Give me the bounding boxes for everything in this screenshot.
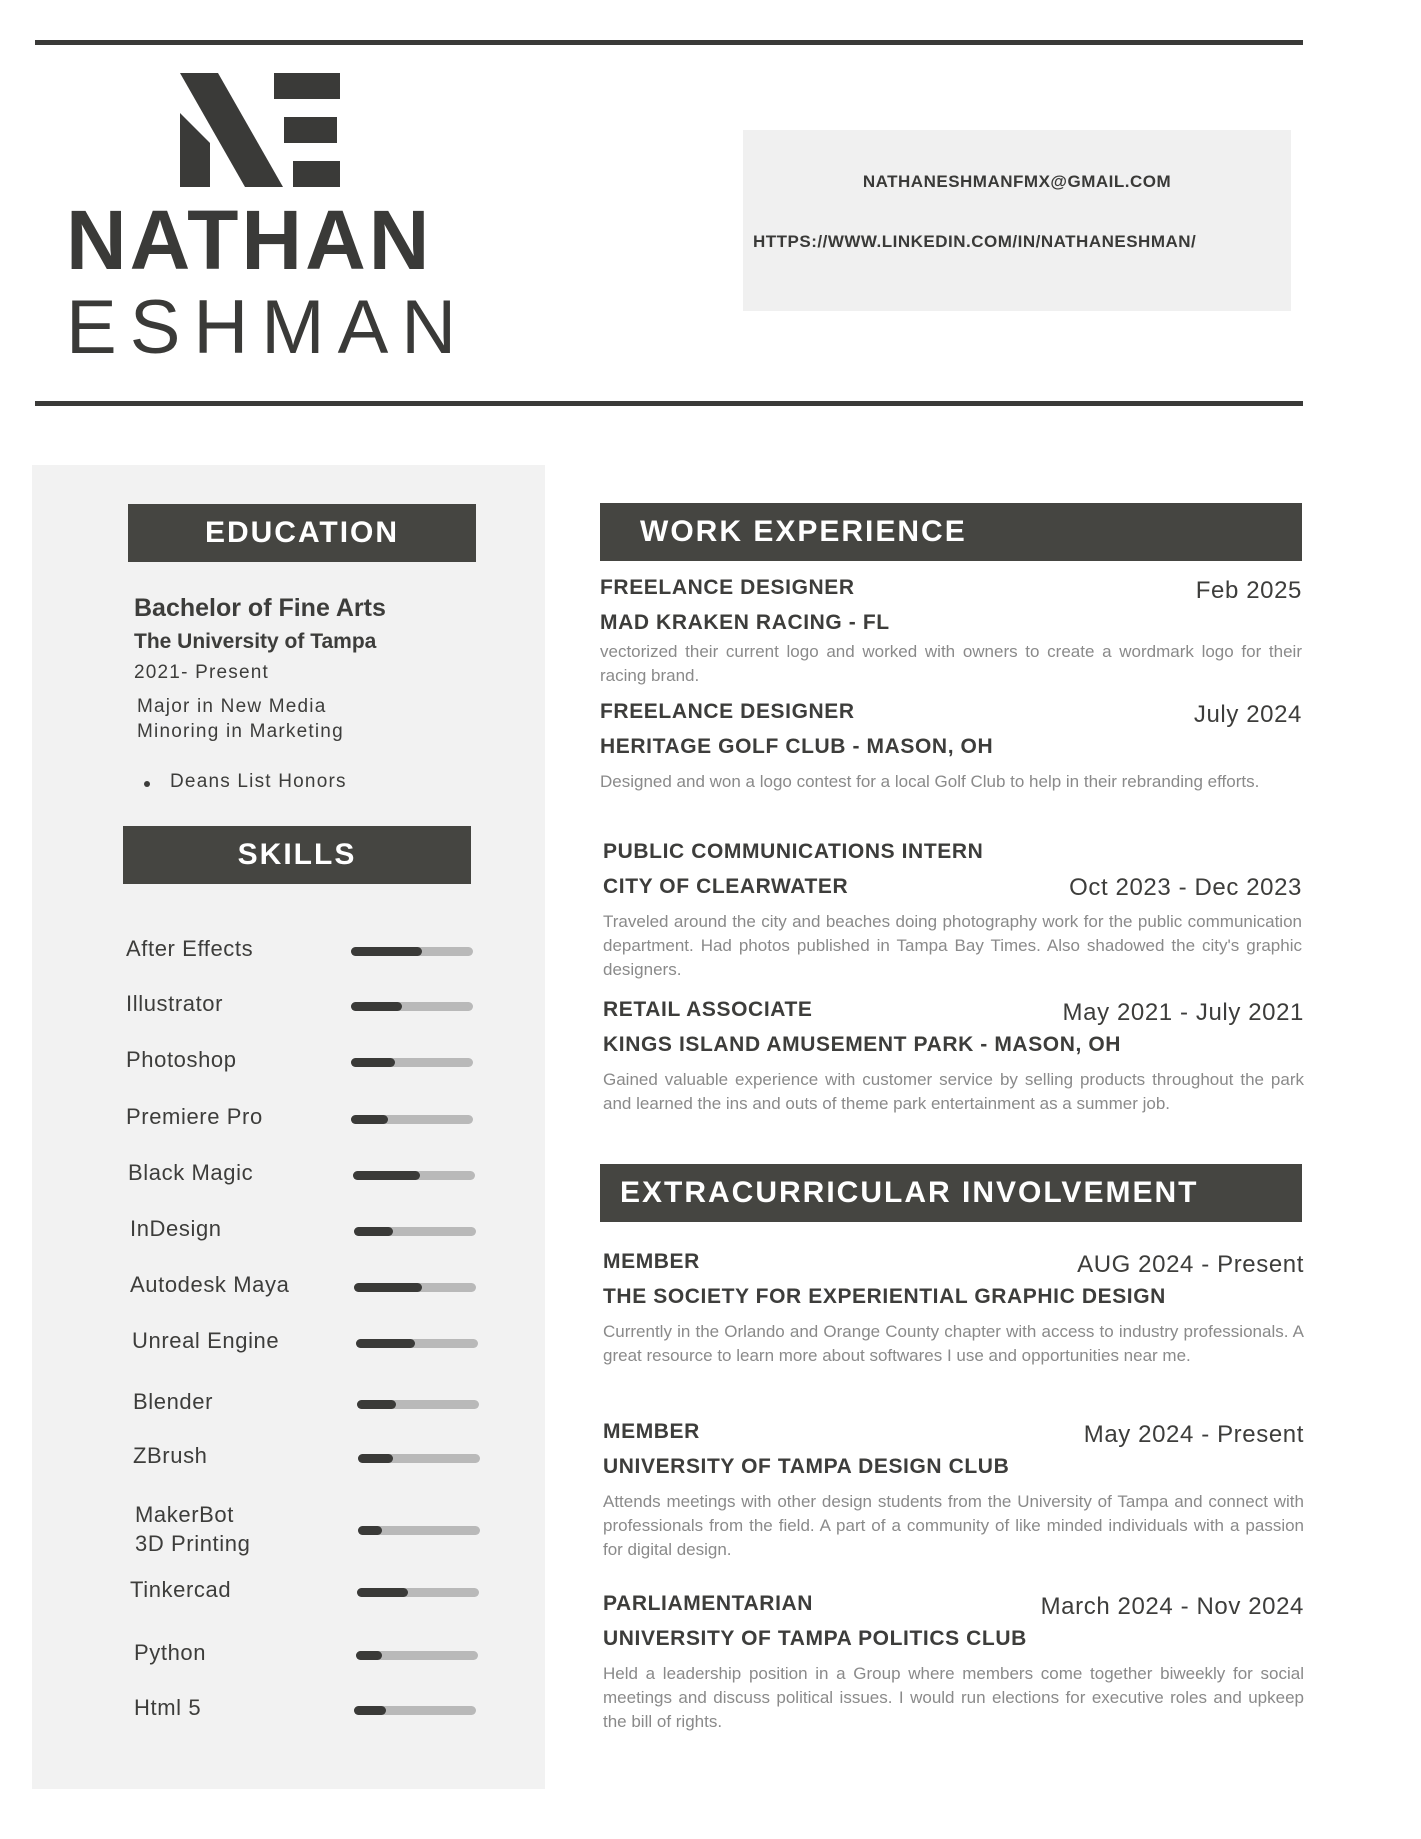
skill-level-fill bbox=[357, 1400, 396, 1409]
skill-name: Unreal Engine bbox=[132, 1328, 280, 1353]
skill-level-bar bbox=[351, 1058, 473, 1067]
entry-title: MEMBER bbox=[603, 1250, 700, 1273]
entry-title: PUBLIC COMMUNICATIONS INTERN bbox=[603, 840, 984, 863]
entry-date: AUG 2024 - Present bbox=[1077, 1251, 1304, 1278]
entry-date: May 2024 - Present bbox=[1083, 1421, 1304, 1448]
major: Major in New Media bbox=[137, 696, 327, 717]
skill-level-bar bbox=[357, 1588, 479, 1597]
entry-organization: CITY OF CLEARWATER bbox=[603, 875, 849, 898]
email-link[interactable]: NATHANESHMANFMX@GMAIL.COM bbox=[862, 172, 1172, 191]
skill-level-fill bbox=[357, 1588, 408, 1597]
honors-item: Deans List Honors bbox=[170, 771, 347, 792]
skill-level-bar bbox=[358, 1526, 480, 1535]
first-name: NATHAN bbox=[66, 193, 433, 287]
entry-description: Traveled around the city and beaches doing photography work for the public communication department. Had photos published in Tampa Bay Times. Also shadowed the city's graphic designers. bbox=[603, 912, 1302, 979]
skill-name: ZBrush bbox=[133, 1443, 208, 1468]
entry-date: Feb 2025 bbox=[1195, 577, 1302, 604]
skill-name: Html 5 bbox=[134, 1695, 202, 1720]
header-divider bbox=[35, 401, 1303, 406]
entry-date: May 2021 - July 2021 bbox=[1062, 999, 1304, 1026]
contact-box bbox=[743, 130, 1291, 311]
skill-level-fill bbox=[351, 1002, 402, 1011]
entry-description: Attends meetings with other design students from the University of Tampa and connect with professionals from the field. A part of a community of like minded individuals with a passion for digital design. bbox=[603, 1492, 1304, 1559]
entry-organization: UNIVERSITY OF TAMPA DESIGN CLUB bbox=[603, 1455, 1010, 1478]
skill-name: Blender bbox=[133, 1389, 214, 1414]
school: The University of Tampa bbox=[134, 630, 377, 653]
minor: Minoring in Marketing bbox=[137, 721, 344, 742]
entry-date: March 2024 - Nov 2024 bbox=[1040, 1593, 1304, 1620]
entry-organization: HERITAGE GOLF CLUB - MASON, OH bbox=[600, 735, 994, 758]
skill-level-bar bbox=[356, 1339, 478, 1348]
degree: Bachelor of Fine Arts bbox=[134, 594, 386, 622]
skill-level-fill bbox=[351, 947, 422, 956]
entry-organization: UNIVERSITY OF TAMPA POLITICS CLUB bbox=[603, 1627, 1027, 1650]
entry-title: FREELANCE DESIGNER bbox=[600, 700, 855, 723]
skill-level-fill bbox=[358, 1526, 382, 1535]
skill-level-fill bbox=[351, 1115, 388, 1124]
skill-name: MakerBot 3D Printing bbox=[135, 1502, 251, 1556]
skill-level-bar bbox=[357, 1400, 479, 1409]
skill-level-bar bbox=[356, 1651, 478, 1660]
linkedin-link[interactable]: HTTPS://WWW.LINKEDIN.COM/IN/NATHANESHMAN/ bbox=[753, 232, 1197, 251]
skill-level-bar bbox=[358, 1454, 480, 1463]
skill-level-bar bbox=[351, 947, 473, 956]
skill-name: Black Magic bbox=[128, 1160, 254, 1185]
skill-level-fill bbox=[354, 1227, 393, 1236]
entry-title: PARLIAMENTARIAN bbox=[603, 1592, 814, 1615]
entry-description: Gained valuable experience with customer service by selling products throughout the park and learned the ins and outs of theme park entertainment as a summer job. bbox=[603, 1070, 1304, 1113]
skill-level-bar bbox=[354, 1283, 476, 1292]
skill-name: Python bbox=[134, 1640, 207, 1665]
last-name: ESHMAN bbox=[66, 285, 470, 370]
entry-description: Held a leadership position in a Group where members come together biweekly for social meetings and discuss political issues. I would run elections for executive roles and upkeep the bill of rights. bbox=[603, 1664, 1304, 1731]
skill-level-bar bbox=[354, 1706, 476, 1715]
skill-level-fill bbox=[351, 1058, 395, 1067]
top-divider bbox=[35, 40, 1303, 45]
entry-description: Designed and won a logo contest for a local Golf Club to help in their rebranding efforts. bbox=[600, 772, 1260, 791]
entry-description: vectorized their current logo and worked with owners to create a wordmark logo for their racing brand. bbox=[600, 642, 1302, 685]
skill-level-fill bbox=[353, 1171, 420, 1180]
education-heading: EDUCATION bbox=[128, 504, 476, 562]
skill-name: InDesign bbox=[130, 1216, 222, 1241]
skill-name: Photoshop bbox=[126, 1047, 237, 1072]
skill-name: After Effects bbox=[126, 936, 254, 961]
work-heading: WORK EXPERIENCE bbox=[600, 503, 1302, 561]
entry-date: Oct 2023 - Dec 2023 bbox=[1069, 874, 1302, 901]
skill-level-bar bbox=[354, 1227, 476, 1236]
entry-date: July 2024 bbox=[1193, 701, 1302, 728]
skill-name: Premiere Pro bbox=[126, 1104, 263, 1129]
skill-level-fill bbox=[354, 1283, 422, 1292]
skill-name: Autodesk Maya bbox=[130, 1272, 290, 1297]
entry-organization: KINGS ISLAND AMUSEMENT PARK - MASON, OH bbox=[603, 1033, 1122, 1056]
skill-name: Illustrator bbox=[126, 991, 224, 1016]
entry-title: RETAIL ASSOCIATE bbox=[603, 998, 813, 1021]
skills-heading: SKILLS bbox=[123, 826, 471, 884]
skill-level-bar bbox=[353, 1171, 475, 1180]
education-years: 2021- Present bbox=[134, 662, 269, 683]
skill-name: Tinkercad bbox=[130, 1577, 232, 1602]
ne-monogram-logo bbox=[180, 73, 341, 187]
entry-description: Currently in the Orlando and Orange County chapter with access to industry professionals. A great resource to learn more about softwares I use and opportunities near me. bbox=[603, 1322, 1304, 1365]
skill-level-fill bbox=[356, 1651, 382, 1660]
skill-level-fill bbox=[356, 1339, 415, 1348]
skill-level-fill bbox=[354, 1706, 386, 1715]
entry-organization: MAD KRAKEN RACING - FL bbox=[600, 611, 890, 634]
extracurricular-heading: EXTRACURRICULAR INVOLVEMENT bbox=[600, 1164, 1302, 1222]
skill-level-bar bbox=[351, 1002, 473, 1011]
entry-title: MEMBER bbox=[603, 1420, 700, 1443]
entry-organization: THE SOCIETY FOR EXPERIENTIAL GRAPHIC DESIGN bbox=[603, 1285, 1166, 1308]
bullet-icon bbox=[144, 781, 150, 787]
skill-level-fill bbox=[358, 1454, 393, 1463]
skill-level-bar bbox=[351, 1115, 473, 1124]
entry-title: FREELANCE DESIGNER bbox=[600, 576, 855, 599]
